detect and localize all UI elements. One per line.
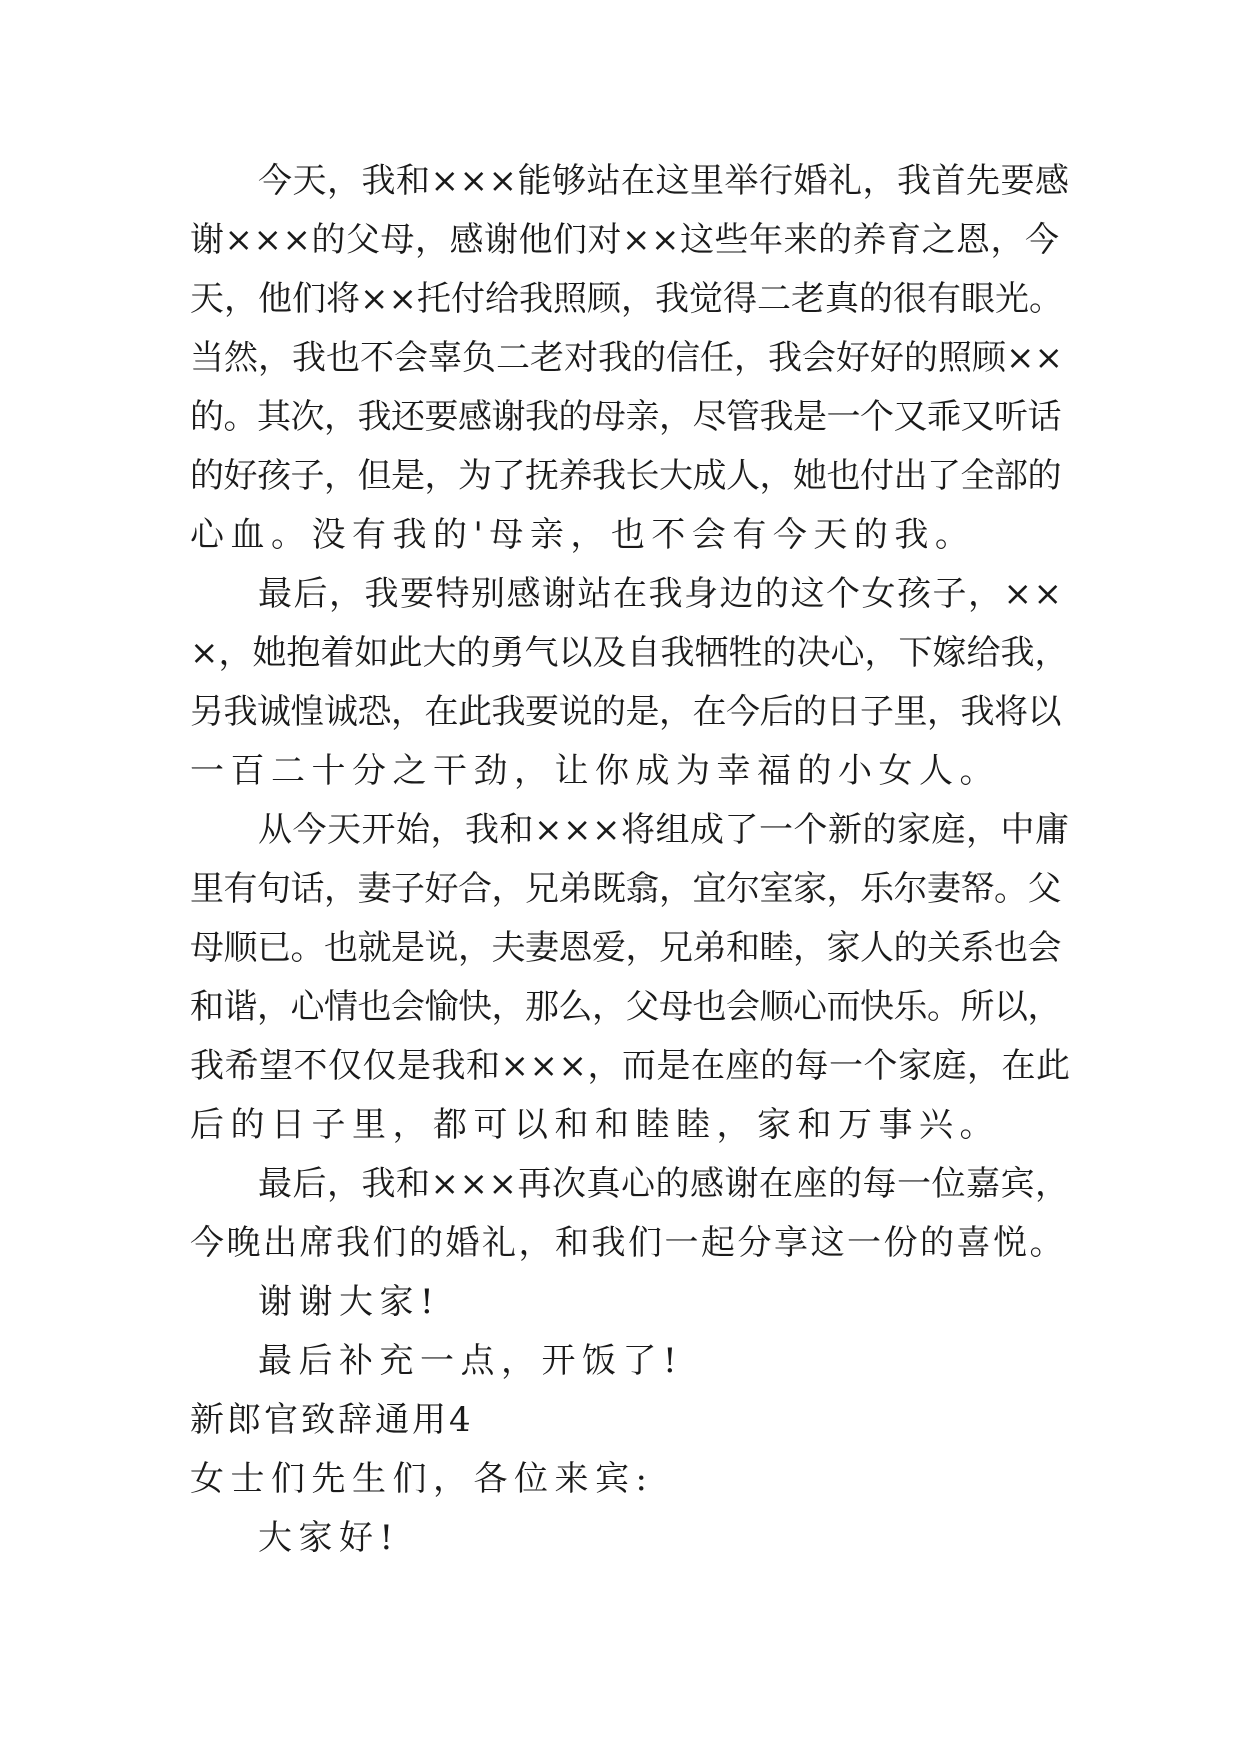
section-heading: 新郎官致辞通用4 (190, 1400, 474, 1440)
text-line: 后的日子里，都可以和和睦睦，家和万事兴。 (190, 1105, 1000, 1145)
text-line: 今天，我和×××能够站在这里举行婚礼，我首先要感 (258, 161, 1070, 201)
speech-text (190, 152, 1070, 1568)
text-line: 谢×××的父母，感谢他们对××这些年来的养育之恩，今 (190, 220, 1060, 260)
text-line: 另我诚惶诚恐，在此我要说的是，在今后的日子里，我将以 (190, 692, 1061, 732)
text-line: ×，她抱着如此大的勇气以及自我牺牲的决心，下嫁给我， (190, 633, 1069, 673)
text-line: 谢谢大家! (258, 1282, 441, 1322)
text-line: 天，他们将××托付给我照顾，我觉得二老真的很有眼光。 (190, 279, 1063, 319)
text-line: 和谐，心情也会愉快，那么，父母也会顺心而快乐。所以， (190, 987, 1061, 1027)
text-line: 最后补充一点，开饭了! (258, 1341, 684, 1381)
greeting-line: 大家好! (258, 1518, 400, 1558)
text-line: 最后，我要特别感谢站在我身边的这个女孩子，×× (258, 574, 1064, 614)
text-line: 里有句话，妻子好合，兄弟既翕，宜尔室家，乐尔妻帑。父 (190, 869, 1061, 909)
greeting-line: 女士们先生们，各位来宾: (190, 1459, 654, 1499)
text-line: 当然，我也不会辜负二老对我的信任，我会好好的照顾×× (190, 338, 1063, 378)
text-line: 母顺已。也就是说，夫妻恩爱，兄弟和睦，家人的关系也会 (190, 928, 1061, 968)
text-line: 的。其次，我还要感谢我的母亲，尽管我是一个又乖又听话 (190, 397, 1061, 437)
text-line: 最后，我和×××再次真心的感谢在座的每一位嘉宾， (258, 1164, 1070, 1204)
text-line: 从今天开始，我和×××将组成了一个新的家庭，中庸 (258, 810, 1070, 850)
text-line: 我希望不仅仅是我和×××，而是在座的每一个家庭，在此 (190, 1046, 1071, 1086)
text-line: 的好孩子，但是，为了抚养我长大成人，她也付出了全部的 (190, 456, 1061, 496)
text-line: 今晚出席我们的婚礼，和我们一起分享这一份的喜悦。 (190, 1223, 1066, 1263)
text-line: 心血。没有我的'母亲，也不会有今天的我。 (190, 515, 976, 555)
text-line: 一百二十分之干劲，让你成为幸福的小女人。 (190, 751, 1000, 791)
